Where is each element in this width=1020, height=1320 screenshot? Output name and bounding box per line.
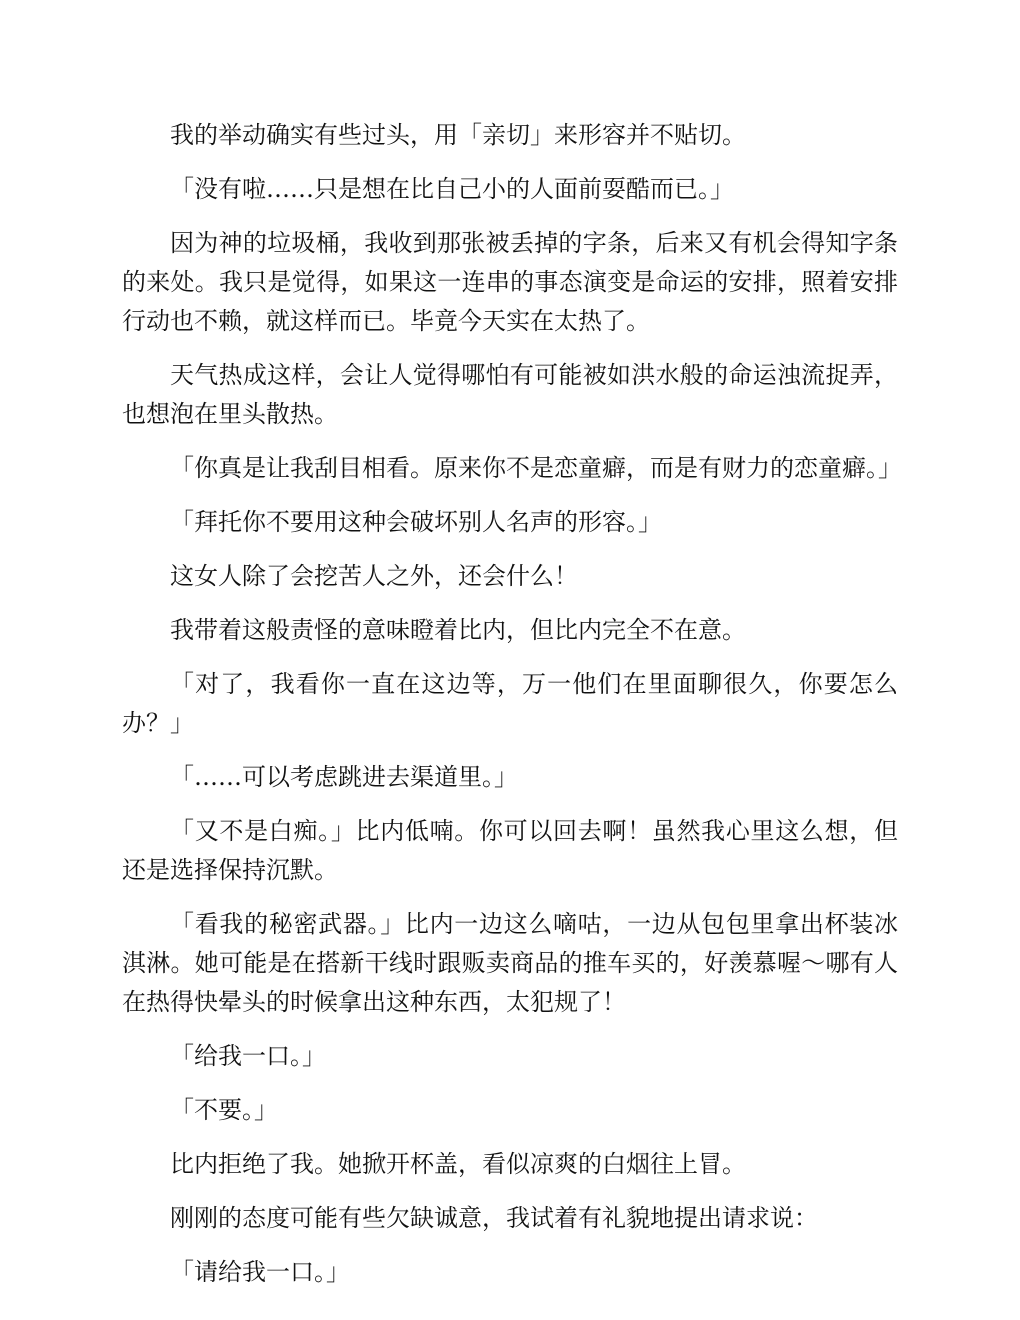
paragraph: 天气热成这样，会让人觉得哪怕有可能被如洪水般的命运浊流捉弄，也想泡在里头散热。 — [122, 361, 898, 428]
paragraph: 「请给我一口。」 — [170, 1258, 350, 1286]
paragraph: 「看我的秘密武器。」比内一边这么嘀咕，一边从包包里拿出杯装冰淇淋。她可能是在搭新干线时跟贩卖商品的推车买的，好羡慕喔～哪有人在热得快晕头的时候拿出这种东西，太犯规了！ — [122, 910, 898, 1016]
paragraph: 我的举动确实有些过头，用「亲切」来形容并不贴切。 — [170, 121, 746, 149]
paragraph: 比内拒绝了我。她掀开杯盖，看似凉爽的白烟往上冒。 — [170, 1150, 746, 1178]
paragraph: 「……可以考虑跳进去渠道里。」 — [170, 763, 518, 791]
paragraph: 「你真是让我刮目相看。原来你不是恋童癖，而是有财力的恋童癖。」 — [170, 454, 902, 482]
paragraph: 这女人除了会挖苦人之外，还会什么！ — [170, 562, 578, 590]
paragraph: 「给我一口。」 — [170, 1042, 326, 1070]
paragraph: 我带着这般责怪的意味瞪着比内，但比内完全不在意。 — [170, 616, 746, 644]
paragraph: 「对了，我看你一直在这边等，万一他们在里面聊很久，你要怎么办？」 — [122, 670, 898, 737]
paragraph: 因为神的垃圾桶，我收到那张被丢掉的字条，后来又有机会得知字条的来处。我只是觉得，如果这一连串的事态演变是命运的安排，照着安排行动也不赖，就这样而已。毕竟今天实在太热了。 — [122, 229, 898, 335]
document-page — [122, 116, 902, 1307]
paragraph: 「没有啦……只是想在比自己小的人面前耍酷而已。」 — [170, 175, 734, 203]
paragraph: 「拜托你不要用这种会破坏别人名声的形容。」 — [170, 508, 662, 536]
paragraph: 刚刚的态度可能有些欠缺诚意，我试着有礼貌地提出请求说： — [170, 1204, 818, 1232]
paragraph: 「不要。」 — [170, 1096, 278, 1124]
paragraph: 「又不是白痴。」比内低喃。你可以回去啊！虽然我心里这么想，但还是选择保持沉默。 — [122, 817, 898, 884]
